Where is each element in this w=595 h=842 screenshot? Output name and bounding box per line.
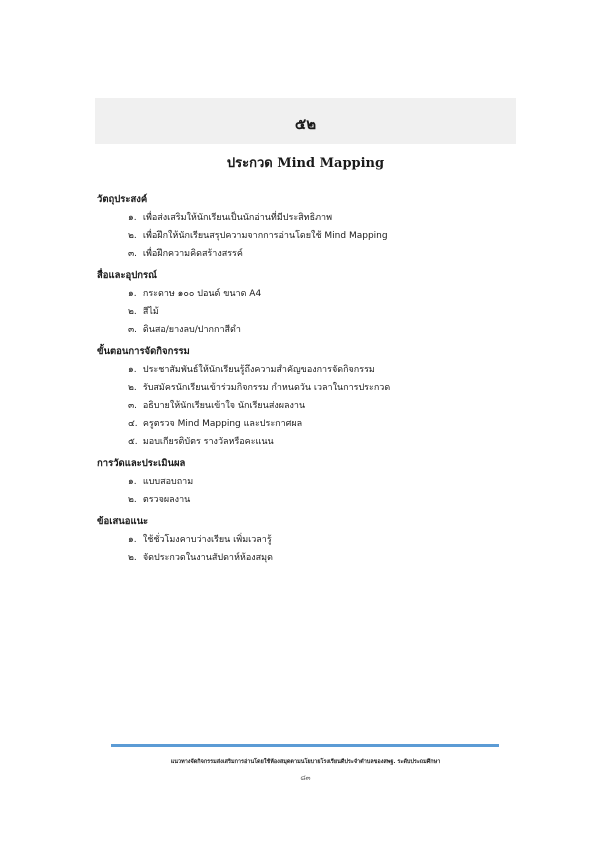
list-item bbox=[97, 397, 517, 415]
list-item bbox=[97, 491, 517, 509]
item-number: ๕. bbox=[128, 437, 138, 447]
list-item bbox=[97, 549, 517, 567]
item-number: ๑. bbox=[128, 213, 137, 223]
section-heading-procedure: ขั้นตอนการจัดกิจกรรม bbox=[97, 346, 190, 357]
list-item bbox=[97, 245, 517, 263]
item-number: ๑. bbox=[128, 289, 137, 299]
item-text: เพื่อฝึกความคิดสร้างสรรค์ bbox=[142, 249, 243, 259]
content bbox=[97, 190, 517, 567]
item-text: รับสมัครนักเรียนเข้าร่วมกิจกรรม กำหนดวัน เวลาในการประกวด bbox=[142, 383, 391, 393]
section-heading-objectives: วัตถุประสงค์ bbox=[97, 194, 148, 205]
item-number: ๓. bbox=[128, 401, 138, 411]
item-number: ๑. bbox=[128, 477, 137, 487]
item-text: จัดประกวดในงานสัปดาห์ห้องสมุด bbox=[142, 553, 273, 563]
item-text: ใช้ชั่วโมงคาบว่างเรียน เพิ่มเวลารู้ bbox=[142, 535, 272, 545]
list-item bbox=[97, 473, 517, 491]
list-item bbox=[97, 227, 517, 245]
list-item bbox=[97, 303, 517, 321]
item-text: แบบสอบถาม bbox=[142, 477, 194, 487]
activity-number: ๕๒ bbox=[294, 115, 317, 133]
list-item bbox=[97, 415, 517, 433]
item-text: กระดาษ ๑๐๐ ปอนด์ ขนาด A4 bbox=[142, 289, 262, 299]
item-text: เพื่อส่งเสริมให้นักเรียนเป็นนักอ่านที่มีประสิทธิภาพ bbox=[142, 213, 333, 223]
item-text: มอบเกียรติบัตร รางวัลหรือคะแนน bbox=[142, 437, 274, 447]
item-number: ๒. bbox=[128, 495, 137, 505]
activity-title: ประกวด Mind Mapping bbox=[226, 156, 385, 171]
list-item bbox=[97, 321, 517, 339]
page-number: ๘๓ bbox=[300, 774, 311, 782]
item-number: ๒. bbox=[128, 553, 137, 563]
item-number: ๓. bbox=[128, 249, 138, 259]
item-text: ครูตรวจ Mind Mapping และประกาศผล bbox=[142, 419, 303, 429]
item-number: ๔. bbox=[128, 419, 138, 429]
item-text: ประชาสัมพันธ์ให้นักเรียนรู้ถึงความสำคัญของการจัดกิจกรรม bbox=[142, 365, 375, 375]
item-text: อธิบายให้นักเรียนเข้าใจ นักเรียนส่งผลงาน bbox=[142, 401, 306, 411]
list-item bbox=[97, 285, 517, 303]
list-item bbox=[97, 531, 517, 549]
item-text: เพื่อฝึกให้นักเรียนสรุปความจากการอ่านโดยใช้ Mind Mapping bbox=[142, 231, 388, 241]
item-text: ตรวจผลงาน bbox=[142, 495, 191, 505]
section-heading-evaluation: การวัดและประเมินผล bbox=[97, 458, 186, 469]
section-heading-suggestions: ข้อเสนอแนะ bbox=[97, 516, 149, 527]
item-number: ๓. bbox=[128, 325, 138, 335]
list-item bbox=[97, 379, 517, 397]
item-number: ๑. bbox=[128, 365, 137, 375]
item-text: ดินสอ/ยางลบ/ปากกาสีดำ bbox=[142, 325, 241, 335]
footer-divider bbox=[111, 744, 499, 747]
list-item bbox=[97, 209, 517, 227]
item-number: ๒. bbox=[128, 383, 137, 393]
list-item bbox=[97, 361, 517, 379]
list-item bbox=[97, 433, 517, 451]
section-heading-materials: สื่อและอุปกรณ์ bbox=[97, 270, 157, 281]
item-number: ๒. bbox=[128, 307, 137, 317]
footer-text: แนวทางจัดกิจกรรมส่งเสริมการอ่านโดยใช้ห้องสมุดตามนโยบายโรงเรียนดีประจำตำบลของสพฐ. ระดับประถมศึกษา bbox=[170, 759, 441, 765]
item-number: ๒. bbox=[128, 231, 137, 241]
item-number: ๑. bbox=[128, 535, 137, 545]
item-text: สีไม้ bbox=[142, 307, 159, 317]
